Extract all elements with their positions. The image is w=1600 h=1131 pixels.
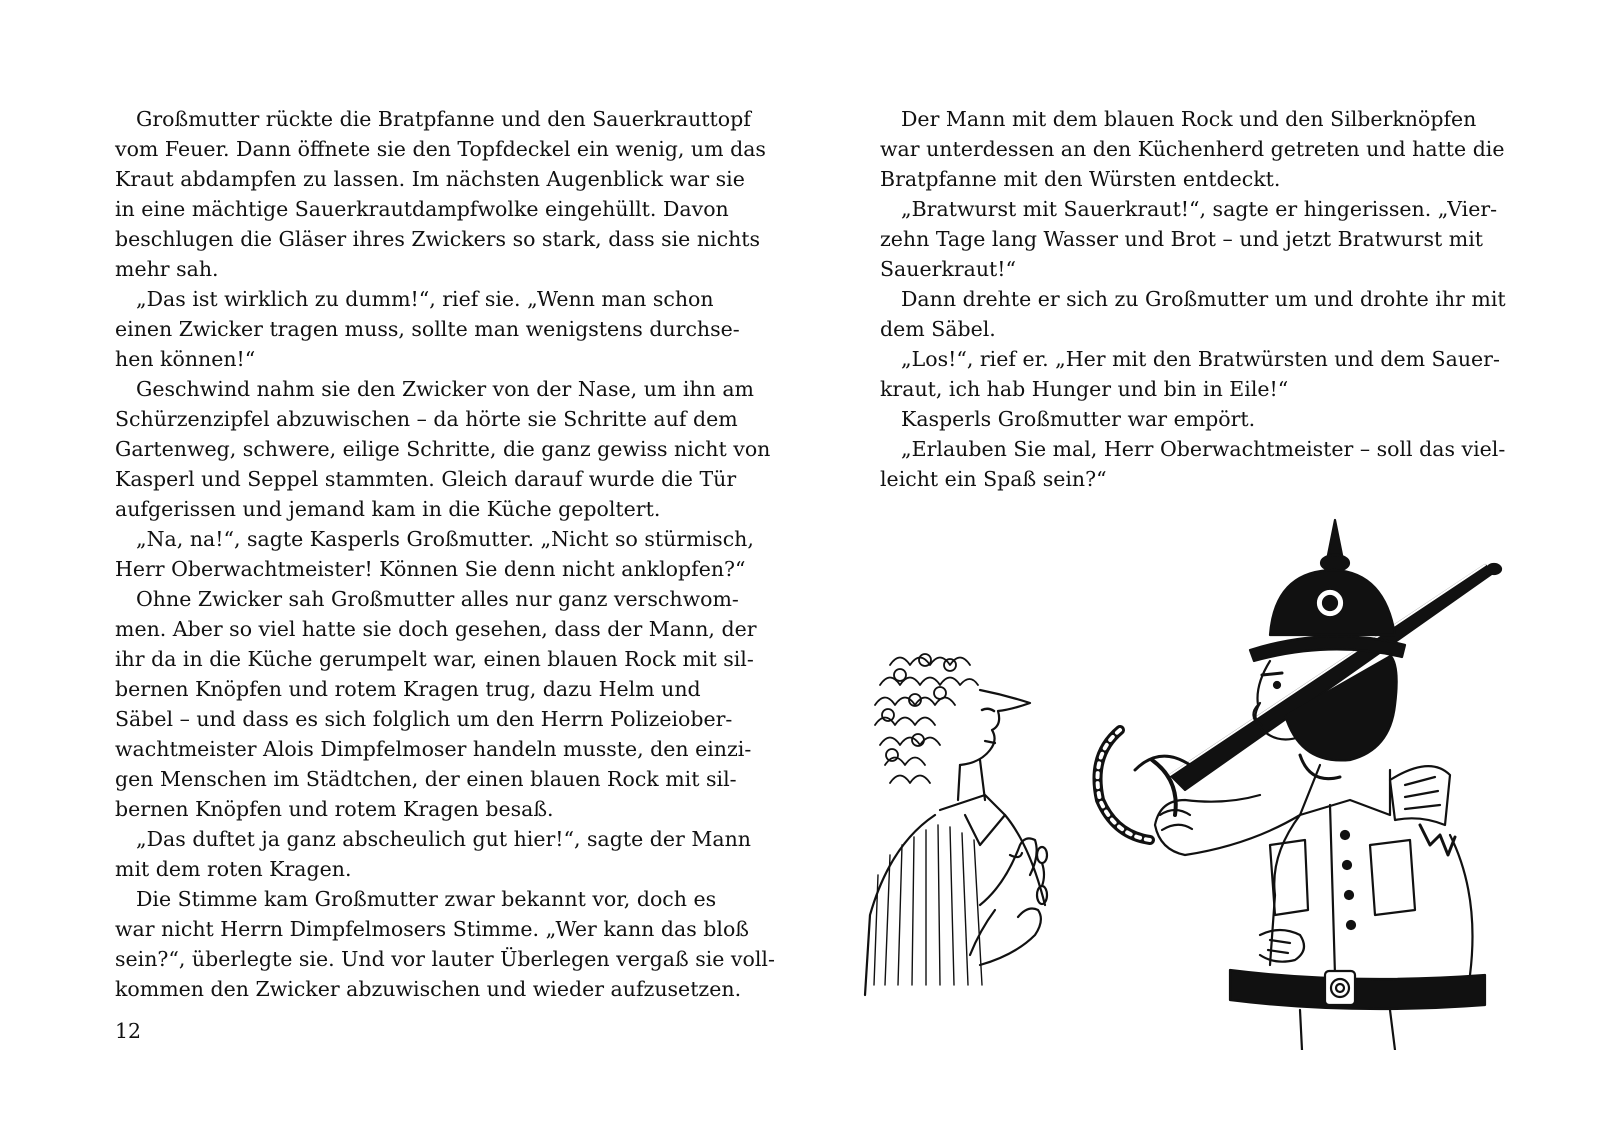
text-line: Kraut abdampfen zu lassen. Im nächsten Augenblick war sie <box>115 167 745 191</box>
text-line: Großmutter rückte die Bratpfanne und den Sauerkrauttopf <box>136 107 751 131</box>
right-page <box>800 0 1600 1131</box>
text-line: war nicht Herrn Dimpfelmosers Stimme. „Wer kann das bloß <box>115 917 749 941</box>
text-line: leicht ein Spaß sein?“ <box>880 467 1107 491</box>
text-line: bernen Knöpfen und rotem Kragen besaß. <box>115 797 554 821</box>
text-line: wachtmeister Alois Dimpfelmoser handeln musste, den einzi- <box>115 737 752 761</box>
text-line: Schürzenzipfel abzuwischen – da hörte sie Schritte auf dem <box>115 407 738 431</box>
text-line: Die Stimme kam Großmutter zwar bekannt vor, doch es <box>136 887 717 911</box>
text-line: Sauerkraut!“ <box>880 257 1017 281</box>
text-line: zehn Tage lang Wasser und Brot – und jetzt Bratwurst mit <box>880 227 1484 251</box>
text-line: „Bratwurst mit Sauerkraut!“, sagte er hingerissen. „Vier- <box>901 197 1498 221</box>
text-line: einen Zwicker tragen muss, sollte man wenigstens durchse- <box>115 317 740 341</box>
text-line: ihr da in die Küche gerumpelt war, einen blauen Rock mit sil- <box>115 647 754 671</box>
text-line: sein?“, überlegte sie. Und vor lauter Überlegen vergaß sie voll- <box>115 947 775 971</box>
text-line: „Los!“, rief er. „Her mit den Bratwürsten und dem Sauer- <box>901 347 1500 371</box>
text-line: war unterdessen an den Küchenherd getreten und hatte die <box>880 137 1505 161</box>
text-line: kraut, ich hab Hunger und bin in Eile!“ <box>880 377 1289 401</box>
text-line: hen können!“ <box>115 347 256 371</box>
text-line: vom Feuer. Dann öffnete sie den Topfdeckel ein wenig, um das <box>115 137 766 161</box>
text-line: „Das ist wirklich zu dumm!“, rief sie. „Wenn man schon <box>136 287 714 311</box>
text-line: Ohne Zwicker sah Großmutter alles nur ganz verschwom- <box>136 587 739 611</box>
text-line: Dann drehte er sich zu Großmutter um und drohte ihr mit <box>901 287 1506 311</box>
text-line: „Erlauben Sie mal, Herr Oberwachtmeister – soll das viel- <box>901 437 1506 461</box>
text-line: men. Aber so viel hatte sie doch gesehen, dass der Mann, der <box>115 617 757 641</box>
text-line: Geschwind nahm sie den Zwicker von der Nase, um ihn am <box>136 377 754 401</box>
text-line: beschlugen die Gläser ihres Zwickers so stark, dass sie nichts <box>115 227 761 251</box>
text-line: Bratpfanne mit den Würsten entdeckt. <box>880 167 1281 191</box>
text-line: Säbel – und dass es sich folglich um den Herrn Polizeiober- <box>115 707 733 731</box>
text-line: in eine mächtige Sauerkrautdampfwolke eingehüllt. Davon <box>115 197 729 221</box>
text-line: Gartenweg, schwere, eilige Schritte, die ganz gewiss nicht von <box>115 437 771 461</box>
text-line: Kasperl und Seppel stammten. Gleich darauf wurde die Tür <box>115 467 737 491</box>
text-line: dem Säbel. <box>880 317 996 341</box>
text-line: Herr Oberwachtmeister! Können Sie denn nicht anklopfen?“ <box>115 557 746 581</box>
text-line: Kasperls Großmutter war empört. <box>901 407 1256 431</box>
grandmother-figure <box>865 654 1047 995</box>
text-line: „Das duftet ja ganz abscheulich gut hier!“, sagte der Mann <box>136 827 751 851</box>
text-line: aufgerissen und jemand kam in die Küche gepoltert. <box>115 497 661 521</box>
text-line: kommen den Zwicker abzuwischen und wieder aufzusetzen. <box>115 977 742 1001</box>
policeman-figure <box>1098 520 1486 1050</box>
text-line: mit dem roten Kragen. <box>115 857 352 881</box>
text-line: mehr sah. <box>115 257 219 281</box>
page-number: 12 <box>115 1019 142 1043</box>
text-line: bernen Knöpfen und rotem Kragen trug, dazu Helm und <box>115 677 701 701</box>
text-line: „Na, na!“, sagte Kasperls Großmutter. „Nicht so stürmisch, <box>136 527 754 551</box>
illustration-grandmother-and-policeman <box>830 515 1570 1050</box>
text-line: gen Menschen im Städtchen, der einen blauen Rock mit sil- <box>115 767 737 791</box>
text-line: Der Mann mit dem blauen Rock und den Silberknöpfen <box>901 107 1477 131</box>
